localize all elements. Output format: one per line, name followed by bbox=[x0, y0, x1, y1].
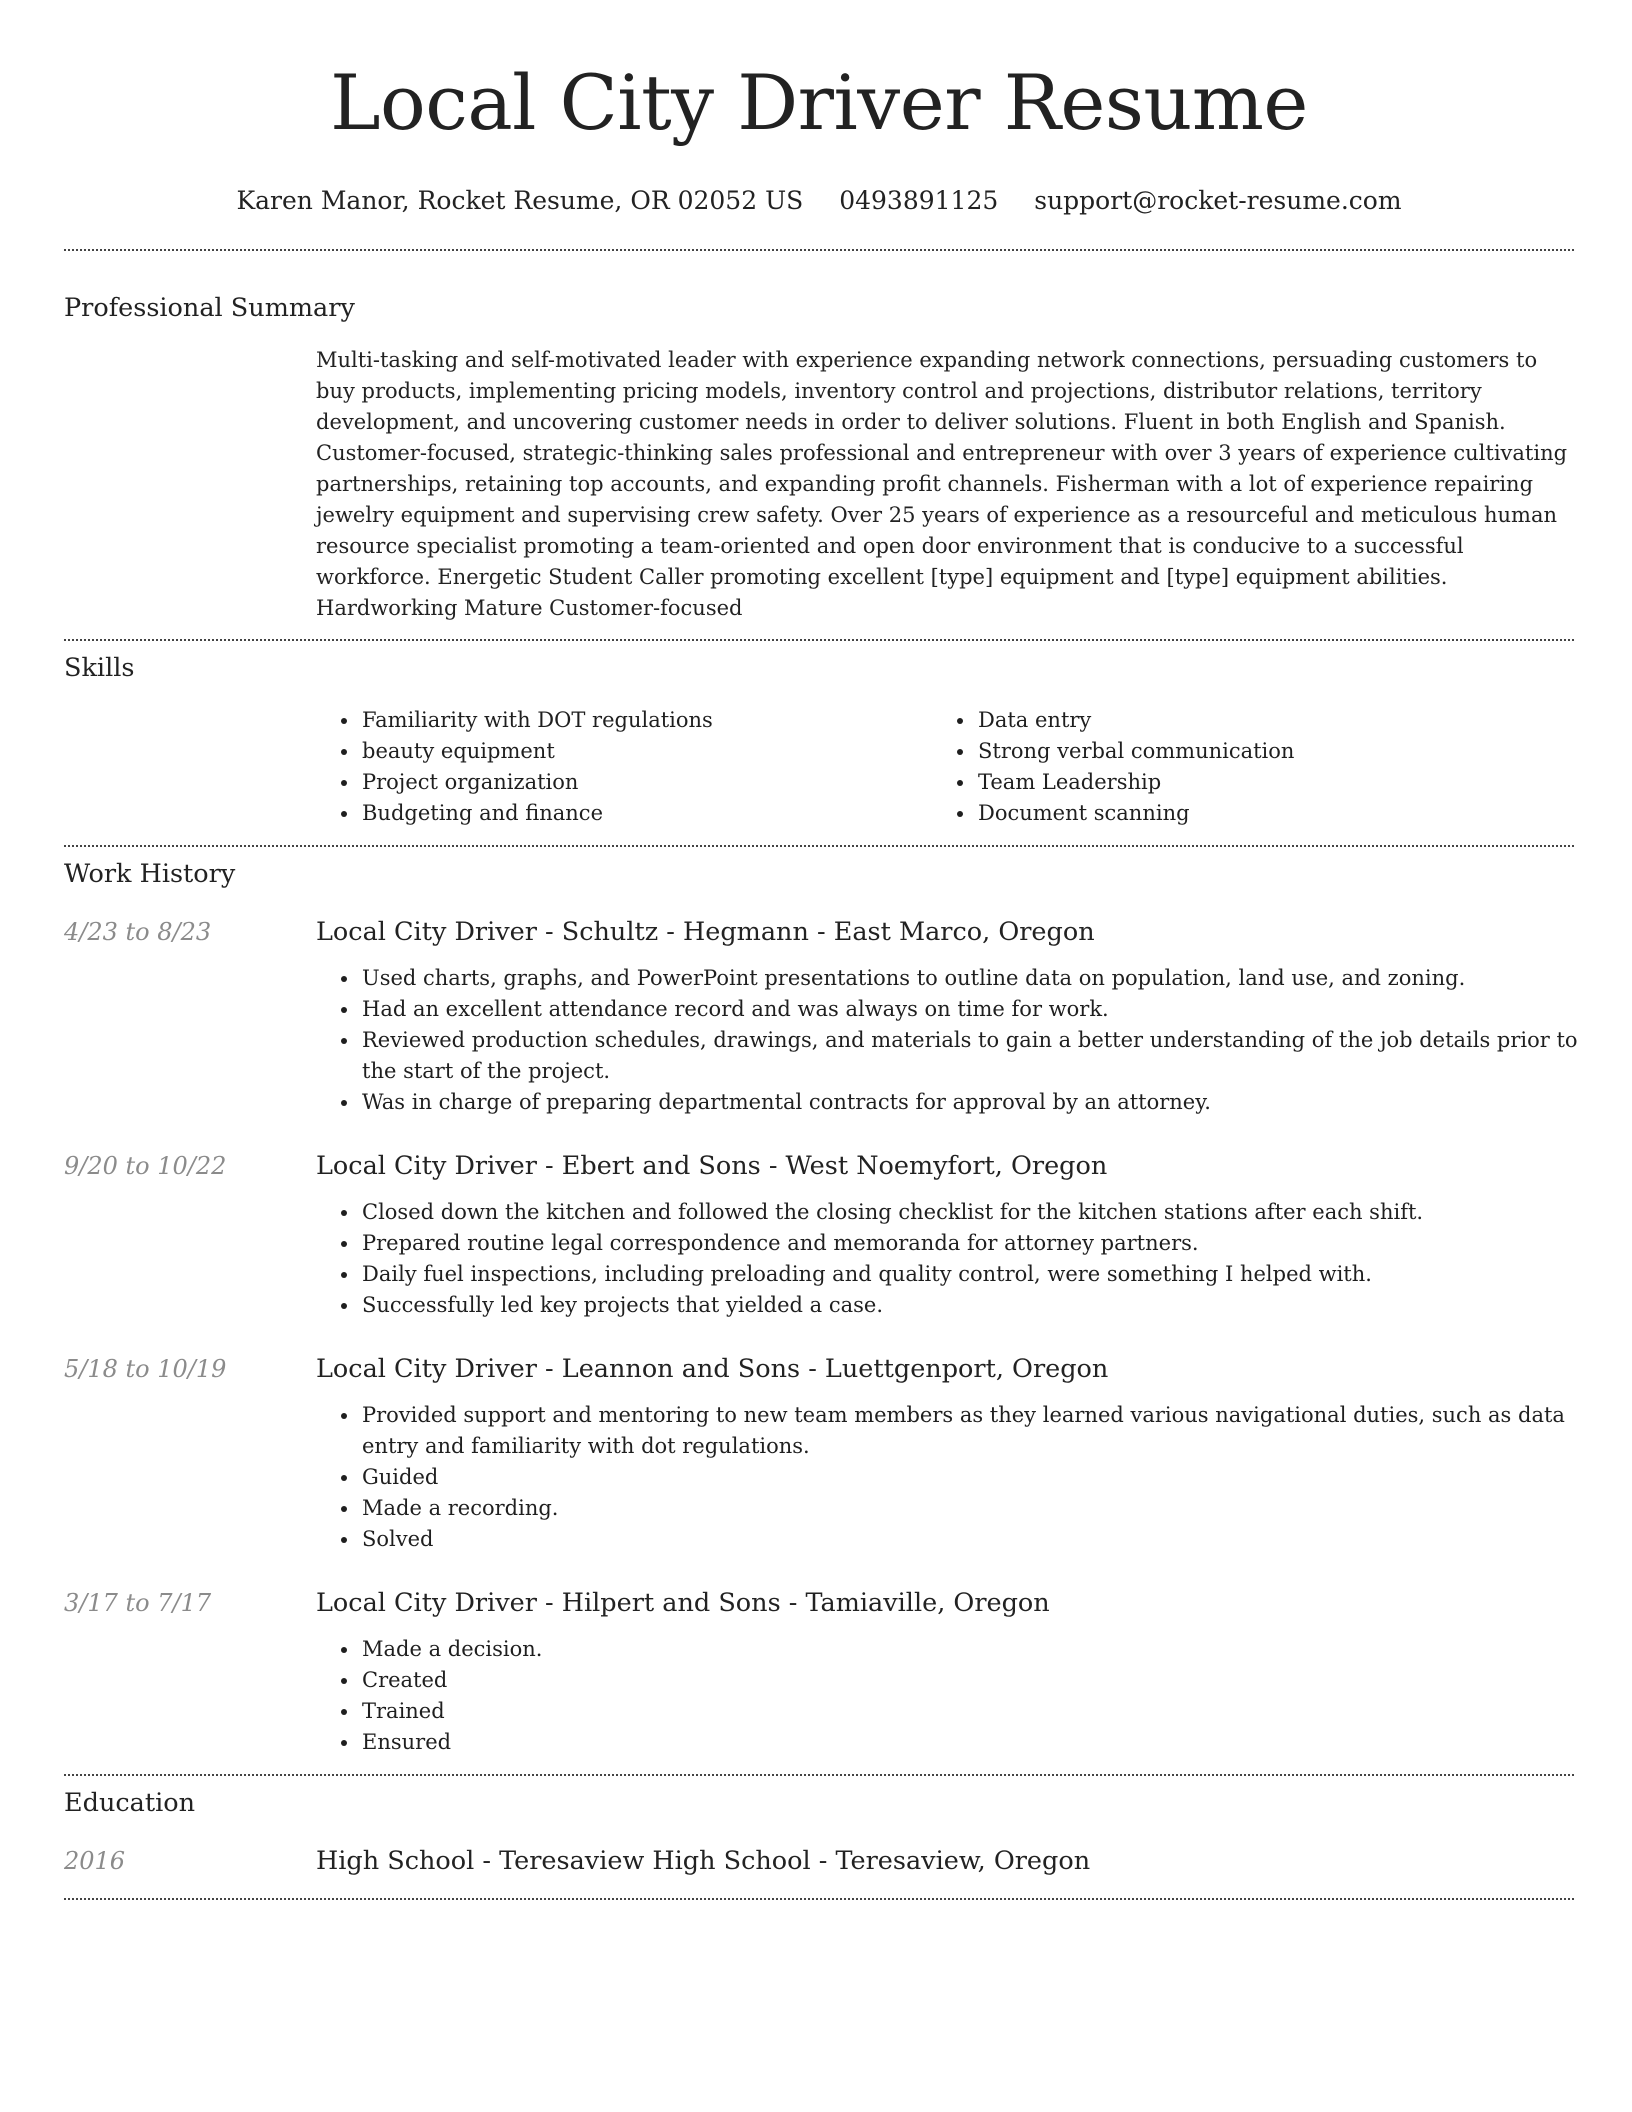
resume-page bbox=[64, 0, 1578, 1900]
job-bullet: • Closed down the kitchen and followed the closing checklist for the kitchen stations after each shift. bbox=[360, 1197, 1582, 1228]
job-bullet: • Created bbox=[360, 1665, 1582, 1696]
job-bullets bbox=[316, 1634, 1582, 1758]
job-bullet: • Guided bbox=[360, 1462, 1582, 1493]
skill-item: • beauty equipment bbox=[360, 736, 932, 767]
job-heading: Local City Driver - Schultz - Hegmann - East Marco, Oregon bbox=[316, 917, 1095, 947]
divider bbox=[64, 1774, 1574, 1776]
skills-section-title: Skills bbox=[64, 653, 135, 683]
summary-section-title: Professional Summary bbox=[64, 293, 355, 323]
job-bullet: • Prepared routine legal correspondence and memoranda for attorney partners. bbox=[360, 1228, 1582, 1259]
job-bullet: • Solved bbox=[360, 1524, 1582, 1555]
job-bullet: • Used charts, graphs, and PowerPoint presentations to outline data on population, land use, and zoning. bbox=[360, 963, 1582, 994]
skill-item: • Data entry bbox=[976, 705, 1548, 736]
skills-list-right bbox=[932, 705, 1548, 829]
skills-list-left bbox=[316, 705, 932, 829]
job-entry bbox=[64, 915, 1578, 1118]
skill-item: • Team Leadership bbox=[976, 767, 1548, 798]
work-section bbox=[64, 857, 1578, 1758]
job-entry bbox=[64, 1586, 1574, 1758]
summary-section bbox=[64, 291, 1574, 624]
job-heading: Local City Driver - Hilpert and Sons - Tamiaville, Oregon bbox=[316, 1588, 1050, 1618]
job-bullet: • Trained bbox=[360, 1696, 1582, 1727]
job-bullet: • Successfully led key projects that yielded a case. bbox=[360, 1290, 1582, 1321]
contact-phone: 0493891125 bbox=[839, 186, 999, 215]
job-bullet: • Provided support and mentoring to new team members as they learned various navigational duties, such as data entry and familiarity with dot regulations. bbox=[360, 1400, 1582, 1462]
skill-item: • Project organization bbox=[360, 767, 932, 798]
job-bullet: • Ensured bbox=[360, 1727, 1582, 1758]
job-heading: Local City Driver - Leannon and Sons - Luettgenport, Oregon bbox=[316, 1354, 1109, 1384]
divider bbox=[64, 845, 1574, 847]
contact-address: Karen Manor, Rocket Resume, OR 02052 US bbox=[236, 186, 804, 215]
job-bullets bbox=[316, 1400, 1582, 1555]
job-date: 5/18 to 10/19 bbox=[64, 1355, 227, 1383]
skills-section bbox=[64, 651, 1574, 829]
skills-grid bbox=[316, 705, 1574, 829]
job-date: 9/20 to 10/22 bbox=[64, 1152, 227, 1180]
job-date: 3/17 to 7/17 bbox=[64, 1589, 212, 1617]
job-entry bbox=[64, 1149, 1574, 1321]
education-section-title: Education bbox=[64, 1788, 196, 1818]
education-section bbox=[64, 1786, 1574, 1878]
divider bbox=[64, 1898, 1574, 1900]
summary-content bbox=[316, 345, 1574, 624]
job-bullet: • Had an excellent attendance record and was always on time for work. bbox=[360, 994, 1582, 1025]
job-bullet: • Reviewed production schedules, drawings, and materials to gain a better understanding of the job details prior to the start of the project. bbox=[360, 1025, 1582, 1087]
skill-item: • Document scanning bbox=[976, 798, 1548, 829]
job-bullet: • Daily fuel inspections, including preloading and quality control, were something I helped with. bbox=[360, 1259, 1582, 1290]
job-entry bbox=[64, 1352, 1574, 1555]
education-entry bbox=[64, 1844, 1574, 1878]
job-heading: Local City Driver - Ebert and Sons - West Noemyfort, Oregon bbox=[316, 1151, 1108, 1181]
job-bullet: • Was in charge of preparing departmental contracts for approval by an attorney. bbox=[360, 1087, 1582, 1118]
resume-title: Local City Driver Resume bbox=[330, 58, 1308, 147]
summary-text: Multi-tasking and self-motivated leader with experience expanding network connections, persuading customers to buy products, implementing pricing models, inventory control and projections, distributor relations, territory development, and uncovering customer needs in order to deliver solutions. Fluent in both English and Spanish. Customer-focused, strategic-thinking sales professional and entrepreneur with over 3 years of experience cultivating partnerships, retaining top accounts, and expanding profit channels. Fisherman with a lot of experience repairing jewelry equipment and supervising crew safety. Over 25 years of experience as a resourceful and meticulous human resource specialist promoting a team-oriented and open door environment that is conducive to a successful workforce. Energetic Student Caller promoting excellent [type] equipment and [type] equipment abilities. Hardworking Mature Customer-focused bbox=[316, 348, 1568, 620]
education-heading: High School - Teresaview High School - Teresaview, Oregon bbox=[316, 1846, 1091, 1876]
skill-item: • Strong verbal communication bbox=[976, 736, 1548, 767]
work-section-title: Work History bbox=[64, 859, 236, 889]
education-date: 2016 bbox=[64, 1847, 126, 1875]
contact-email: support@rocket-resume.com bbox=[1034, 186, 1402, 215]
divider bbox=[64, 249, 1574, 251]
skill-item: • Budgeting and finance bbox=[360, 798, 932, 829]
job-bullets bbox=[316, 1197, 1582, 1321]
divider bbox=[64, 639, 1574, 641]
job-bullets bbox=[316, 963, 1582, 1118]
job-bullet: • Made a recording. bbox=[360, 1493, 1582, 1524]
contact-line bbox=[64, 184, 1574, 218]
job-date: 4/23 to 8/23 bbox=[64, 918, 212, 946]
job-bullet: • Made a decision. bbox=[360, 1634, 1582, 1665]
skill-item: • Familiarity with DOT regulations bbox=[360, 705, 932, 736]
